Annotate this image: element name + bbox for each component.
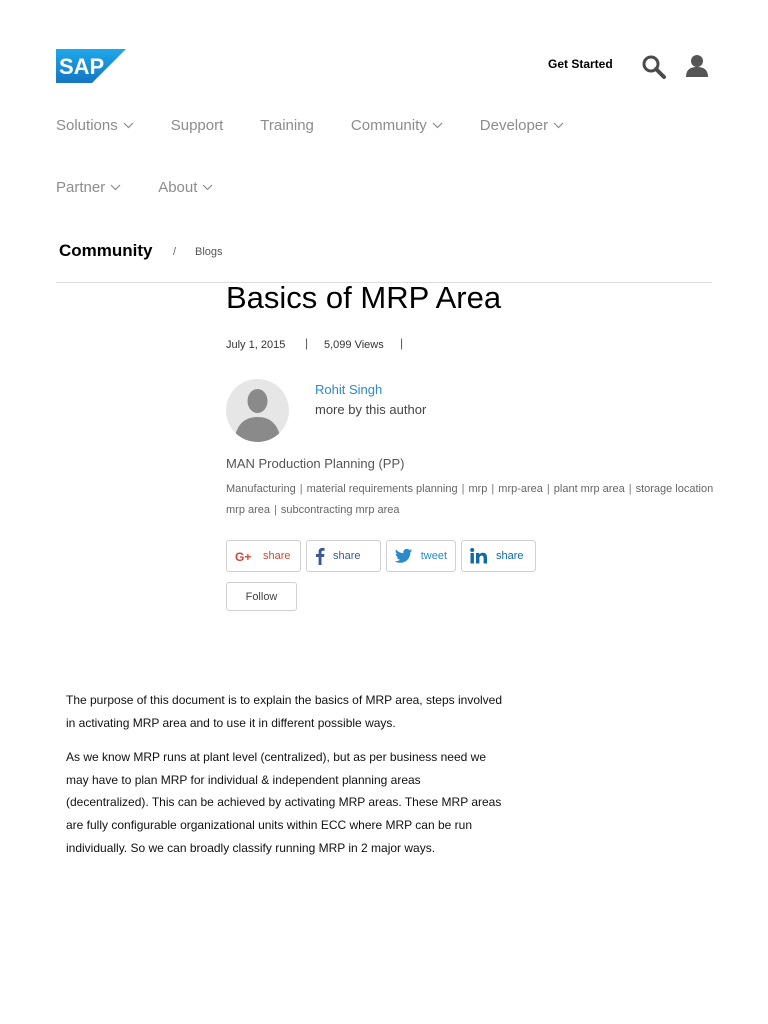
logo-text: SAP (59, 54, 105, 79)
nav-partner[interactable] (56, 179, 121, 196)
meta-separator: | (400, 336, 404, 350)
nav-support[interactable] (171, 117, 224, 134)
share-label: tweet (420, 550, 447, 562)
nav-community[interactable] (351, 117, 443, 134)
user-icon[interactable] (684, 53, 710, 79)
main-nav-row-1 (56, 117, 601, 134)
breadcrumb-separator: / (173, 246, 177, 258)
tag-link[interactable]: storage location mrp area (226, 483, 714, 516)
post-date: July 1, 2015 (226, 339, 286, 351)
facebook-share-button[interactable] (306, 540, 381, 572)
linkedin-share-button[interactable] (461, 540, 536, 572)
meta-separator: | (305, 336, 309, 350)
nav-developer[interactable] (480, 117, 564, 134)
nav-label: About (158, 179, 198, 196)
facebook-icon (315, 547, 325, 565)
tag-separator: | (546, 483, 550, 495)
tag-link[interactable]: material requirements planning (306, 483, 458, 495)
share-label: sharе (496, 550, 524, 562)
tag-list (226, 479, 726, 521)
share-label: sharе (333, 550, 361, 562)
chevron-down-icon (110, 184, 121, 191)
chevron-down-icon (202, 184, 213, 191)
nav-solutions[interactable] (56, 117, 134, 134)
nav-label: Support (170, 117, 224, 134)
svg-text:G+: G+ (235, 550, 252, 562)
nav-training[interactable] (260, 117, 314, 134)
chevron-down-icon (123, 122, 134, 129)
nav-label: Solutions (56, 117, 118, 134)
tag-link[interactable]: plant mrp area (553, 483, 625, 495)
article-paragraph: The purpose of this document is to explain the basics of MRP area, steps involved in activating MRP area and to use it in different possible ways. (66, 693, 503, 730)
author-name-link[interactable]: Rohit Singh (315, 382, 383, 397)
article-paragraph: As we know MRP runs at plant level (centralized), but as per business need we may have to plan MRP for individual & independent planning areas (decentralized). This can be achieved by activating MRP areas. These MRP areas are fully configurable organizational units within ECC where MRP can be run individually. So we can broadly classify running MRP in 2 major ways. (66, 750, 502, 855)
linkedin-icon (470, 548, 488, 564)
nav-label: Community (350, 117, 427, 134)
get-started-link[interactable]: Get Started (548, 57, 613, 71)
view-count: 5,099 Views (324, 339, 384, 351)
google-plus-icon (235, 550, 255, 562)
tag-separator: | (491, 483, 495, 495)
nav-label: Training (260, 117, 314, 134)
tag-link[interactable]: Manufacturing (226, 483, 296, 495)
tag-separator: | (274, 504, 277, 516)
follow-button[interactable]: Follow (226, 582, 297, 611)
search-icon[interactable] (641, 54, 667, 80)
primary-tag-link[interactable]: MAN Production Planning (PP) (226, 456, 405, 471)
google-plus-share-button[interactable] (226, 540, 301, 572)
breadcrumb-blogs[interactable]: Blogs (195, 246, 223, 258)
tag-separator: | (299, 483, 303, 495)
avatar[interactable] (226, 379, 289, 442)
twitter-icon (395, 548, 413, 564)
default-avatar-icon (226, 379, 289, 442)
nav-label: Partner (56, 179, 106, 196)
tag-link[interactable]: mrp (468, 483, 488, 495)
tag-separator: | (628, 483, 632, 495)
nav-label: Developer (479, 117, 549, 134)
tag-link[interactable]: mrp-area (498, 483, 543, 495)
tag-separator: | (461, 483, 465, 495)
tag-link[interactable]: subcontracting mrp area (280, 504, 400, 516)
page-title: Basics of MRP Area (226, 280, 502, 315)
main-nav-row-2 (56, 179, 250, 196)
nav-about[interactable] (158, 179, 213, 196)
chevron-down-icon (432, 122, 443, 129)
share-label: sharе (263, 550, 291, 562)
more-by-author-link[interactable]: more by this author (315, 402, 427, 417)
twitter-tweet-button[interactable] (386, 540, 456, 572)
breadcrumb-community[interactable]: Community (59, 241, 153, 260)
sap-logo[interactable] (56, 49, 126, 83)
chevron-down-icon (553, 122, 564, 129)
